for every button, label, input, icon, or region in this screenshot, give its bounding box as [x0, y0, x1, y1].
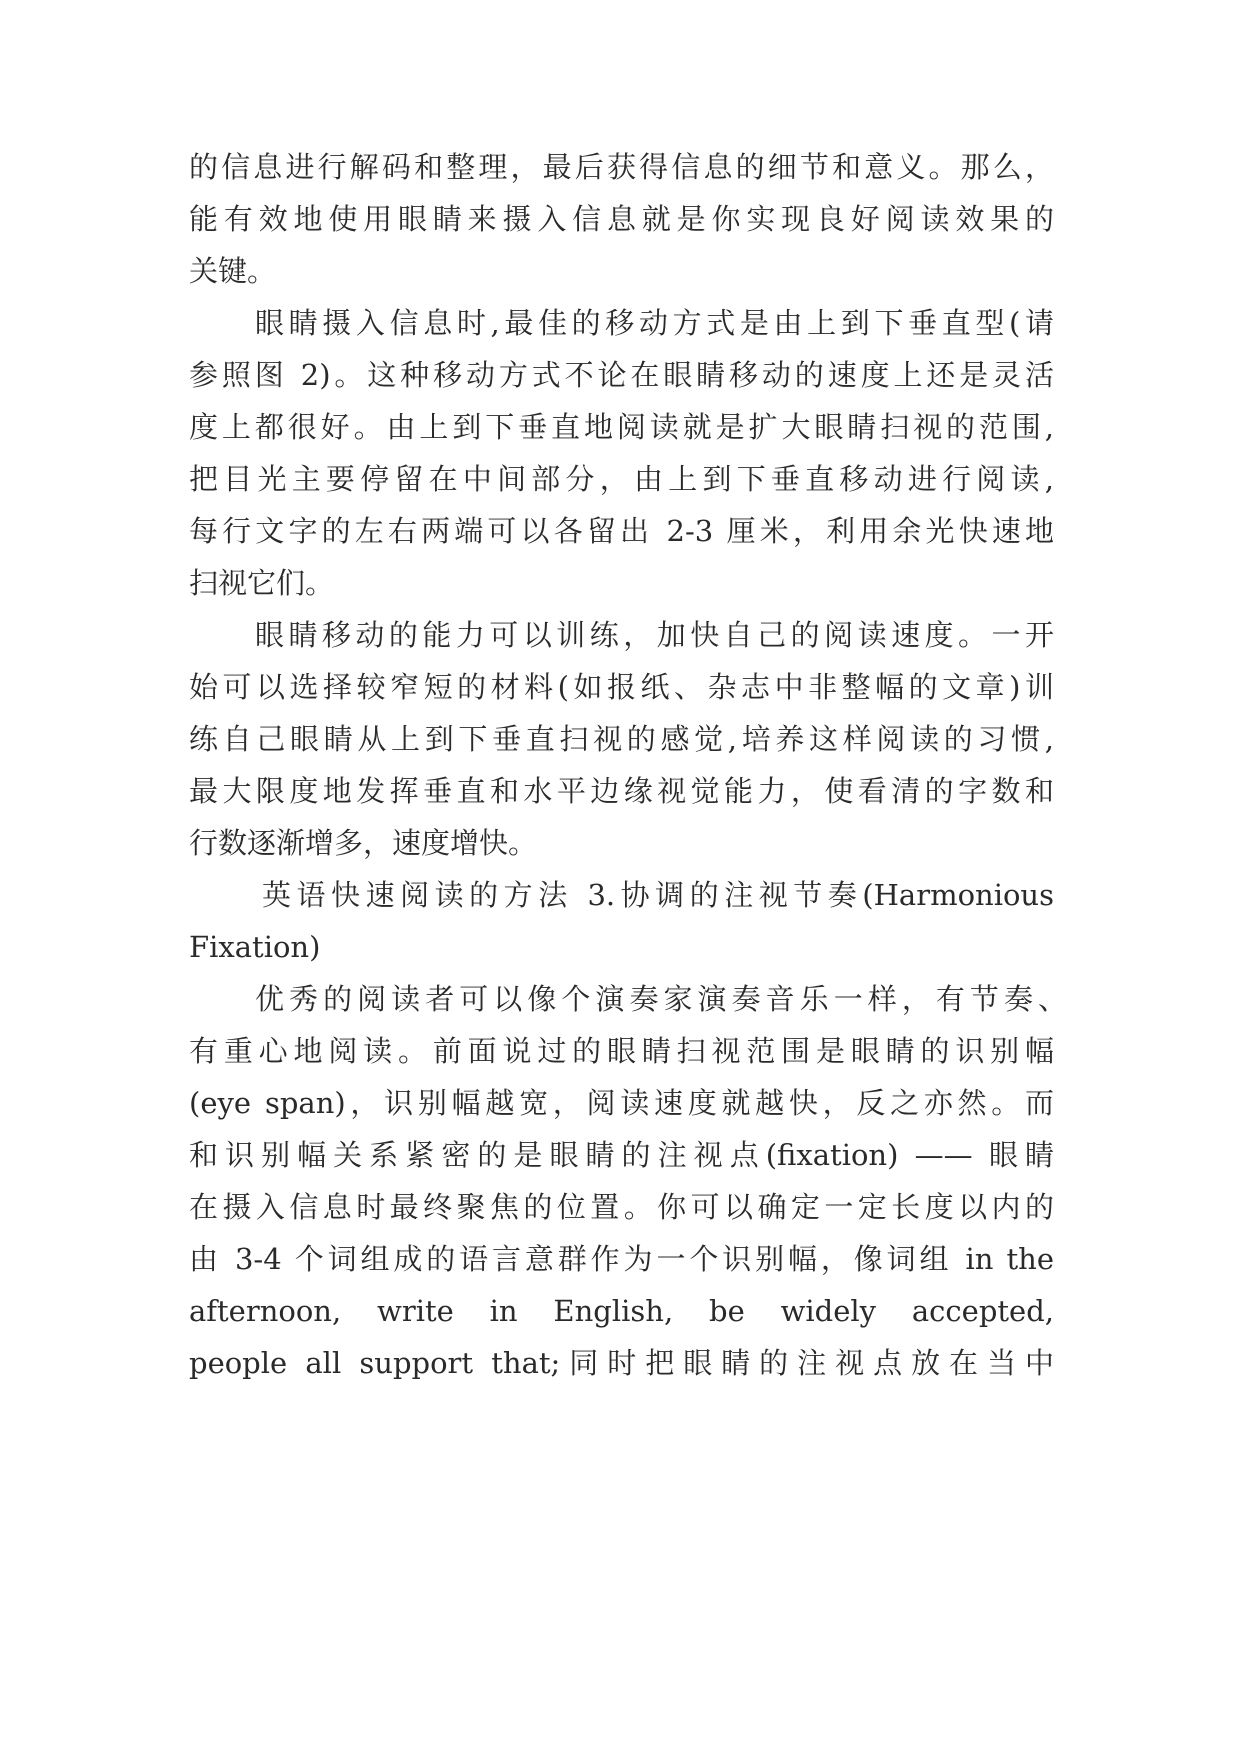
paragraph-first-line: 眼睛摄入信息时,最佳的移动方式是由上到下垂直型(请: [255, 306, 1054, 340]
text-line: 始可以选择较窄短的材料(如报纸、杂志中非整幅的文章)训: [189, 670, 1054, 704]
text-line: 的信息进行解码和整理，最后获得信息的细节和意义。那么，: [189, 150, 1054, 184]
text-line: 练自己眼睛从上到下垂直扫视的感觉,培养这样阅读的习惯,: [189, 722, 1054, 756]
text-line: 最大限度地发挥垂直和水平边缘视觉能力，使看清的字数和: [189, 774, 1054, 808]
text-line: 参照图 2)。这种移动方式不论在眼睛移动的速度上还是灵活: [189, 358, 1054, 392]
text-line: 行数逐渐增多，速度增快。: [189, 826, 538, 860]
text-line: (eye span)，识别幅越宽，阅读速度就越快，反之亦然。而: [189, 1086, 1054, 1120]
text-line: people all support that;同时把眼睛的注视点放在当中: [189, 1346, 1054, 1380]
text-line: 关键。: [189, 254, 277, 288]
text-line: 把目光主要停留在中间部分，由上到下垂直移动进行阅读,: [189, 462, 1054, 496]
section-heading-line: Fixation): [189, 930, 321, 964]
paragraph-first-line: 眼睛移动的能力可以训练，加快自己的阅读速度。一开: [255, 618, 1054, 652]
text-line: 由 3-4 个词组成的语言意群作为一个识别幅，像词组 in the: [189, 1242, 1054, 1276]
text-line: 度上都很好。由上到下垂直地阅读就是扩大眼睛扫视的范围,: [189, 410, 1054, 444]
text-line: 能有效地使用眼睛来摄入信息就是你实现良好阅读效果的: [189, 202, 1054, 236]
text-line: afternoon, write in English, be widely accepted,: [189, 1294, 1054, 1328]
text-line: 扫视它们。: [189, 566, 335, 600]
section-heading-line: 英语快速阅读的方法 3.协调的注视节奏(Harmonious: [262, 878, 1054, 912]
text-line: 有重心地阅读。前面说过的眼睛扫视范围是眼睛的识别幅: [189, 1034, 1054, 1068]
text-line: 和识别幅关系紧密的是眼睛的注视点(fixation) —— 眼睛: [189, 1138, 1054, 1172]
paragraph-first-line: 优秀的阅读者可以像个演奏家演奏音乐一样，有节奏、: [255, 982, 1067, 1016]
text-line: 在摄入信息时最终聚焦的位置。你可以确定一定长度以内的: [189, 1190, 1054, 1224]
text-line: 每行文字的左右两端可以各留出 2-3 厘米，利用余光快速地: [189, 514, 1054, 548]
